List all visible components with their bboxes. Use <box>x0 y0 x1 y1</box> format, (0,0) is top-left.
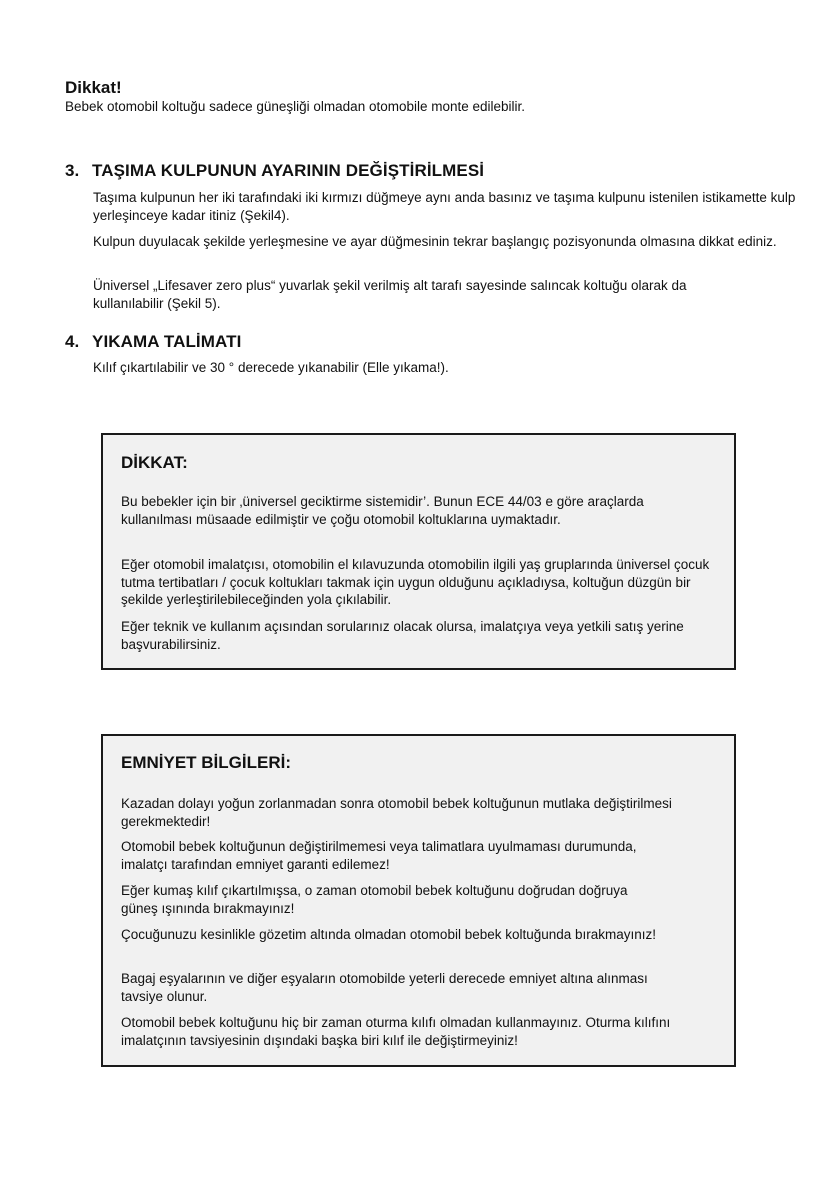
safety-box-paragraph-5: Bagaj eşyalarının ve diğer eşyaların otomobilde yeterli derecede emniyet altına alınması tavsiye olunur. <box>121 971 648 1004</box>
section-3-number: 3. <box>65 161 80 180</box>
warning-title: Dikkat! <box>65 78 122 97</box>
section-3-paragraph-2: Kulpun duyulacak şekilde yerleşmesine ve ayar düğmesinin tekrar başlangıç pozisyonunda olmasına dikkat ediniz. <box>93 234 777 249</box>
notice-box-paragraph-1: Bu bebekler için bir ‚üniversel geciktirme sistemidir’. Bunun ECE 44/03 e göre araçlarda kullanılması müsaade edilmiştir ve çoğu otomobil koltuklarına uymaktadır. <box>121 494 644 527</box>
section-3-paragraph-3: Üniversel „Lifesaver zero plus“ yuvarlak şekil verilmiş alt tarafı sayesinde salıncak koltuğu olarak da kullanılabilir (Şekil 5). <box>93 278 687 311</box>
safety-box-paragraph-3: Eğer kumaş kılıf çıkartılmışsa, o zaman otomobil bebek koltuğunu doğrudan doğruya güneş ışınında bırakmayınız! <box>121 883 628 916</box>
safety-box-title: EMNİYET BİLGİLERİ: <box>121 753 291 772</box>
section-4-heading <box>65 332 241 352</box>
safety-box-paragraph-4: Çocuğunuzu kesinlikle gözetim altında olmadan otomobil bebek koltuğunda bırakmayınız! <box>121 927 657 942</box>
notice-box-title: DİKKAT: <box>121 453 188 472</box>
section-4-paragraph-1: Kılıf çıkartılabilir ve 30 ° derecede yıkanabilir (Elle yıkama!). <box>93 360 449 375</box>
safety-box-paragraph-2: Otomobil bebek koltuğunun değiştirilmemesi veya talimatlara uyulmaması durumunda, imalatçı tarafından emniyet garanti edilemez! <box>121 839 637 872</box>
safety-box-paragraph-1: Kazadan dolayı yoğun zorlanmadan sonra otomobil bebek koltuğunun mutlaka değiştirilmesi gerekmektedir! <box>121 796 672 829</box>
safety-box <box>101 734 736 1067</box>
notice-box <box>101 433 736 670</box>
section-3-paragraph-1: Taşıma kulpunun her iki tarafındaki iki kırmızı düğmeye aynı anda basınız ve taşıma kulpunu istenilen istikamette kulp yerleşinceye kadar itiniz (Şekil4). <box>93 190 796 223</box>
section-3-title: TAŞIMA KULPUNUN AYARININ DEĞİŞTİRİLMESİ <box>92 161 485 180</box>
warning-text: Bebek otomobil koltuğu sadece güneşliği olmadan otomobile monte edilebilir. <box>65 99 526 114</box>
safety-box-paragraph-6: Otomobil bebek koltuğunu hiç bir zaman oturma kılıfı olmadan kullanmayınız. Oturma kılıfını imalatçının tavsiyesinin dışındaki başka biri kılıf ile değiştirmeyiniz! <box>121 1015 671 1048</box>
section-4-title: YIKAMA TALİMATI <box>92 332 242 351</box>
notice-box-paragraph-3: Eğer teknik ve kullanım açısından sorularınız olacak olursa, imalatçıya veya yetkili satış yerine başvurabilirsiniz. <box>121 619 684 652</box>
section-3-heading <box>65 161 484 181</box>
notice-box-paragraph-2: Eğer otomobil imalatçısı, otomobilin el kılavuzunda otomobilin ilgili yaş gruplarında üniversel çocuk tutma tertibatları / çocuk koltukları takmak için uygun olduğunu açıkladıysa, koltuğun düzgün bir şekilde yerleştirilebileceğinden yola çıkılabilir. <box>121 557 710 607</box>
section-4-number: 4. <box>65 332 80 351</box>
